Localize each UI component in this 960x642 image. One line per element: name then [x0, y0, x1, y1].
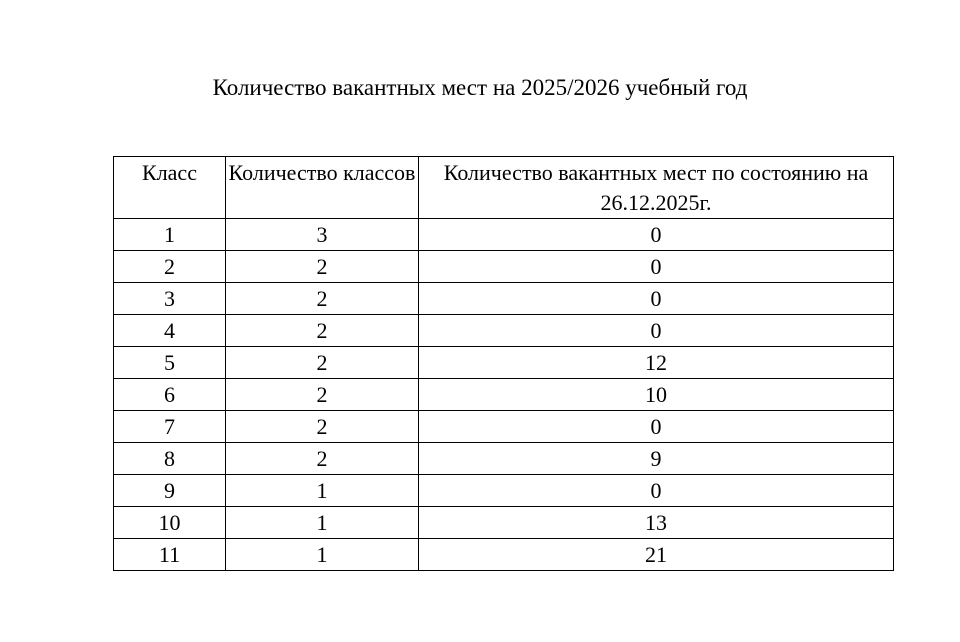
class-count-cell: 2	[226, 411, 419, 443]
header-vacant-seats: Количество вакантных мест по состоянию на 26.12.2025г.	[419, 157, 894, 219]
page-title: Количество вакантных мест на 2025/2026 учебный год	[212, 75, 748, 100]
vacant-count-cell: 0	[419, 251, 894, 283]
class-cell: 4	[114, 315, 226, 347]
table-row	[114, 347, 894, 379]
vacant-count-cell: 0	[419, 315, 894, 347]
class-count-cell: 1	[226, 507, 419, 539]
vacancy-table	[113, 156, 894, 571]
table-row	[114, 315, 894, 347]
vacant-count-cell: 0	[419, 219, 894, 251]
header-class: Класс	[114, 157, 226, 219]
vacant-count-cell: 9	[419, 443, 894, 475]
class-count-cell: 2	[226, 251, 419, 283]
header-class-count: Количество классов	[226, 157, 419, 219]
class-cell: 2	[114, 251, 226, 283]
class-cell: 10	[114, 507, 226, 539]
table-row	[114, 539, 894, 571]
table-body	[114, 219, 894, 571]
header-row	[114, 157, 894, 219]
class-count-cell: 3	[226, 219, 419, 251]
class-cell: 9	[114, 475, 226, 507]
table-row	[114, 411, 894, 443]
vacant-count-cell: 0	[419, 283, 894, 315]
class-count-cell: 2	[226, 283, 419, 315]
class-cell: 11	[114, 539, 226, 571]
table-row	[114, 251, 894, 283]
table-row	[114, 379, 894, 411]
class-cell: 7	[114, 411, 226, 443]
table-row	[114, 475, 894, 507]
class-cell: 6	[114, 379, 226, 411]
class-cell: 3	[114, 283, 226, 315]
class-count-cell: 2	[226, 379, 419, 411]
vacant-count-cell: 12	[419, 347, 894, 379]
class-count-cell: 1	[226, 475, 419, 507]
table-row	[114, 219, 894, 251]
vacant-count-cell: 10	[419, 379, 894, 411]
vacant-count-cell: 0	[419, 475, 894, 507]
class-cell: 5	[114, 347, 226, 379]
class-count-cell: 2	[226, 443, 419, 475]
table-row	[114, 507, 894, 539]
vacant-count-cell: 13	[419, 507, 894, 539]
vacant-count-cell: 21	[419, 539, 894, 571]
class-count-cell: 2	[226, 315, 419, 347]
class-count-cell: 2	[226, 347, 419, 379]
class-count-cell: 1	[226, 539, 419, 571]
vacant-count-cell: 0	[419, 411, 894, 443]
table-row	[114, 283, 894, 315]
class-cell: 1	[114, 219, 226, 251]
table-row	[114, 443, 894, 475]
table-header	[114, 157, 894, 219]
class-cell: 8	[114, 443, 226, 475]
